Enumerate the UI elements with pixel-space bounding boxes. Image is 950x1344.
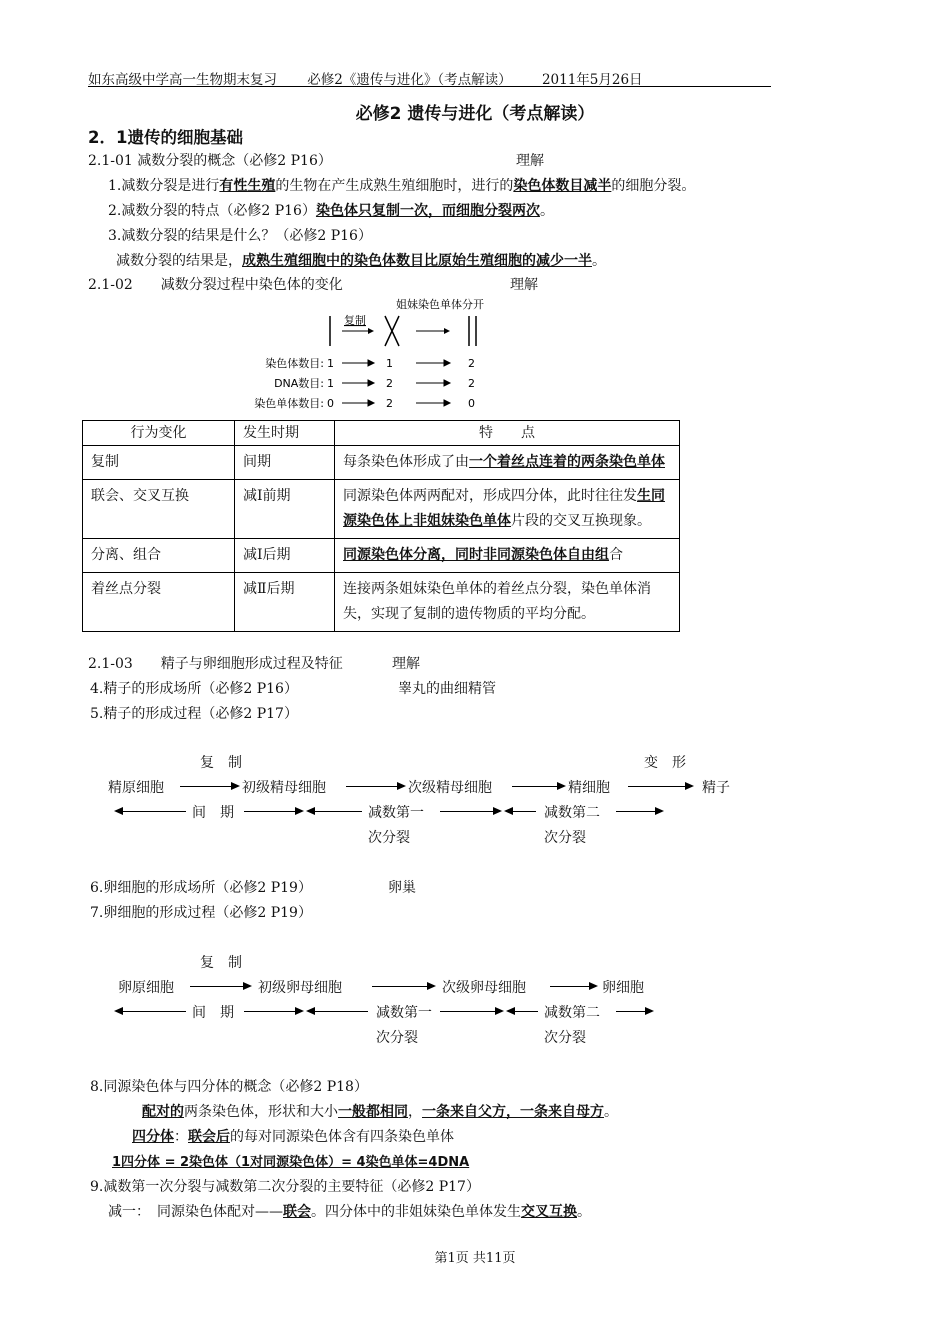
row-label: 染色体数目: <box>265 357 324 370</box>
table-cell: 连接两条姐妹染色单体的着丝点分裂，染色单体消失，实现了复制的遗传物质的平均分配。 <box>335 573 680 632</box>
item-3: 3.减数分裂的结果是什么？（必修2 P16） <box>108 228 372 244</box>
flow-cell: 精子 <box>702 780 730 796</box>
row-value: 2 <box>386 377 393 390</box>
chromosome-behavior-table <box>82 420 680 632</box>
table-cell: 减Ⅰ后期 <box>235 539 335 573</box>
table-header: 行为变化 <box>83 421 235 446</box>
header-course: 必修2《遗传与进化》（考点解读） <box>307 72 512 88</box>
page-footer: 第1页 共11页 <box>434 1251 516 1266</box>
header-school: 如东高级中学高一生物期末复习 <box>88 72 277 88</box>
item-4: 4.精子的形成场所（必修2 P16） <box>90 681 298 697</box>
table-header: 发生时期 <box>235 421 335 446</box>
flow-phase: 次分裂 <box>544 830 586 846</box>
flow-phase: 次分裂 <box>368 830 410 846</box>
table-cell: 着丝点分裂 <box>83 573 235 632</box>
flow-arrow <box>440 1011 502 1012</box>
table-cell: 同源染色体分离，同时非同源染色体自由组合 <box>335 539 680 573</box>
flow-arrow-back <box>508 1011 538 1012</box>
flow-cell: 卵细胞 <box>602 980 644 996</box>
row-value: 1 <box>327 357 334 370</box>
row-label: DNA数目: <box>274 377 324 390</box>
row-value: 1 <box>327 377 334 390</box>
arrow-head <box>368 328 374 334</box>
flow-label-copy: 复 制 <box>200 755 242 771</box>
flow-phase: 次分裂 <box>376 1030 418 1046</box>
flow-cell: 次级卵母细胞 <box>442 980 526 996</box>
table-cell: 复制 <box>83 446 235 480</box>
flow-cell: 卵原细胞 <box>118 980 174 996</box>
item-6: 6.卵细胞的形成场所（必修2 P19） <box>90 880 312 896</box>
table-cell: 减Ⅱ后期 <box>235 573 335 632</box>
homologous-definition: 配对的两条染色体，形状和大小一般都相同，一条来自父方，一条来自母方。 <box>142 1104 618 1120</box>
flow-arrow-back <box>506 811 536 812</box>
flow-cell: 精细胞 <box>568 780 610 796</box>
flow-cell: 初级精母细胞 <box>242 780 326 796</box>
item-5: 5.精子的形成过程（必修2 P17） <box>90 706 298 722</box>
flow-label-deform: 变 形 <box>644 755 686 771</box>
label-split: 姐妹染色单体分开 <box>396 298 484 311</box>
table-row <box>83 539 680 573</box>
flow-phase: 减数第二 <box>544 1005 600 1021</box>
flow-arrow <box>628 786 692 787</box>
page-header <box>88 68 669 88</box>
table-cell: 联会、交叉互换 <box>83 480 235 539</box>
table-row <box>83 446 680 480</box>
flow-phase: 间 期 <box>192 805 234 821</box>
table-cell: 每条染色体形成了由一个着丝点连着的两条染色单体 <box>335 446 680 480</box>
header-date: 2011年5月26日 <box>541 72 643 88</box>
row-value: 2 <box>468 377 475 390</box>
table-cell: 分离、组合 <box>83 539 235 573</box>
flow-arrow <box>616 811 662 812</box>
flow-cell: 初级卵母细胞 <box>258 980 342 996</box>
section-heading: 2．1遗传的细胞基础 <box>88 128 243 147</box>
flow-arrow-back <box>116 1011 186 1012</box>
item-1: 1.减数分裂是进行有性生殖的生物在产生成熟生殖细胞时，进行的染色体数目减半的细胞分裂。 <box>108 178 696 194</box>
item-8: 8.同源染色体与四分体的概念（必修2 P18） <box>90 1079 368 1095</box>
item-9: 9.减数第一次分裂与减数第二次分裂的主要特征（必修2 P17） <box>90 1179 480 1195</box>
flow-arrow-back <box>308 811 362 812</box>
item-2: 2.减数分裂的特点（必修2 P16）染色体只复制一次，而细胞分裂两次。 <box>108 203 554 219</box>
table-row <box>83 573 680 632</box>
meiosis-one-feature: 减一： 同源染色体配对——联会。四分体中的非姐妹染色单体发生交叉互换。 <box>108 1204 591 1220</box>
row-label: 染色单体数目: <box>254 397 324 410</box>
row-value: 0 <box>468 397 475 410</box>
flow-arrow-back <box>308 1011 368 1012</box>
item-6-answer: 卵巢 <box>388 880 416 896</box>
flow-label-copy: 复 制 <box>200 955 242 971</box>
row-value: 1 <box>386 357 393 370</box>
table-header: 特 点 <box>335 421 680 446</box>
flow-phase: 次分裂 <box>544 1030 586 1046</box>
flow-arrow <box>244 1011 302 1012</box>
flow-phase: 间 期 <box>192 1005 234 1021</box>
flow-cell: 精原细胞 <box>108 780 164 796</box>
tetrad-equation: 1四分体 = 2染色体（1对同源染色体）= 4染色单体=4DNA <box>112 1155 470 1170</box>
chromosome-diagram <box>240 294 520 416</box>
table-header-row <box>83 421 680 446</box>
flow-arrow <box>550 986 596 987</box>
flow-phase: 减数第二 <box>544 805 600 821</box>
flow-arrow <box>244 811 302 812</box>
topic-level-03: 理解 <box>392 656 420 672</box>
row-value: 2 <box>386 397 393 410</box>
flow-cell: 次级精母细胞 <box>408 780 492 796</box>
flow-arrow <box>190 986 250 987</box>
page-title: 必修2 遗传与进化（考点解读） <box>355 104 595 124</box>
item-7: 7.卵细胞的形成过程（必修2 P19） <box>90 905 312 921</box>
flow-arrow <box>180 786 238 787</box>
flow-arrow <box>616 1011 652 1012</box>
topic-heading-02: 2.1-02 减数分裂过程中染色体的变化 <box>88 277 343 293</box>
flow-arrow-back <box>116 811 186 812</box>
arrow-head <box>444 328 450 334</box>
topic-heading-01: 2.1-01 减数分裂的概念（必修2 P16） <box>88 153 332 169</box>
row-value: 0 <box>327 397 334 410</box>
flow-arrow <box>512 786 564 787</box>
item-3-answer: 减数分裂的结果是，成熟生殖细胞中的染色体数目比原始生殖细胞的减少一半。 <box>116 253 606 269</box>
flow-phase: 减数第一 <box>376 1005 432 1021</box>
flow-arrow <box>372 986 434 987</box>
flow-arrow <box>440 811 500 812</box>
flow-arrow <box>346 786 404 787</box>
topic-level-01: 理解 <box>516 153 544 169</box>
chromosome-duplicated <box>385 316 399 346</box>
table-row <box>83 480 680 539</box>
row-value: 2 <box>468 357 475 370</box>
table-cell: 同源染色体两两配对，形成四分体，此时往往发生同源染色体上非姐妹染色单体片段的交叉互换现象。 <box>335 480 680 539</box>
topic-heading-03: 2.1-03 精子与卵细胞形成过程及特征 <box>88 656 343 672</box>
topic-level-02: 理解 <box>510 277 538 293</box>
item-4-answer: 睾丸的曲细精管 <box>398 681 496 697</box>
header-rule <box>88 86 771 87</box>
table-cell: 间期 <box>235 446 335 480</box>
label-copy: 复制 <box>344 314 366 327</box>
flow-phase: 减数第一 <box>368 805 424 821</box>
tetrad-definition: 四分体：联会后的每对同源染色体含有四条染色单体 <box>132 1129 454 1145</box>
table-cell: 减Ⅰ前期 <box>235 480 335 539</box>
